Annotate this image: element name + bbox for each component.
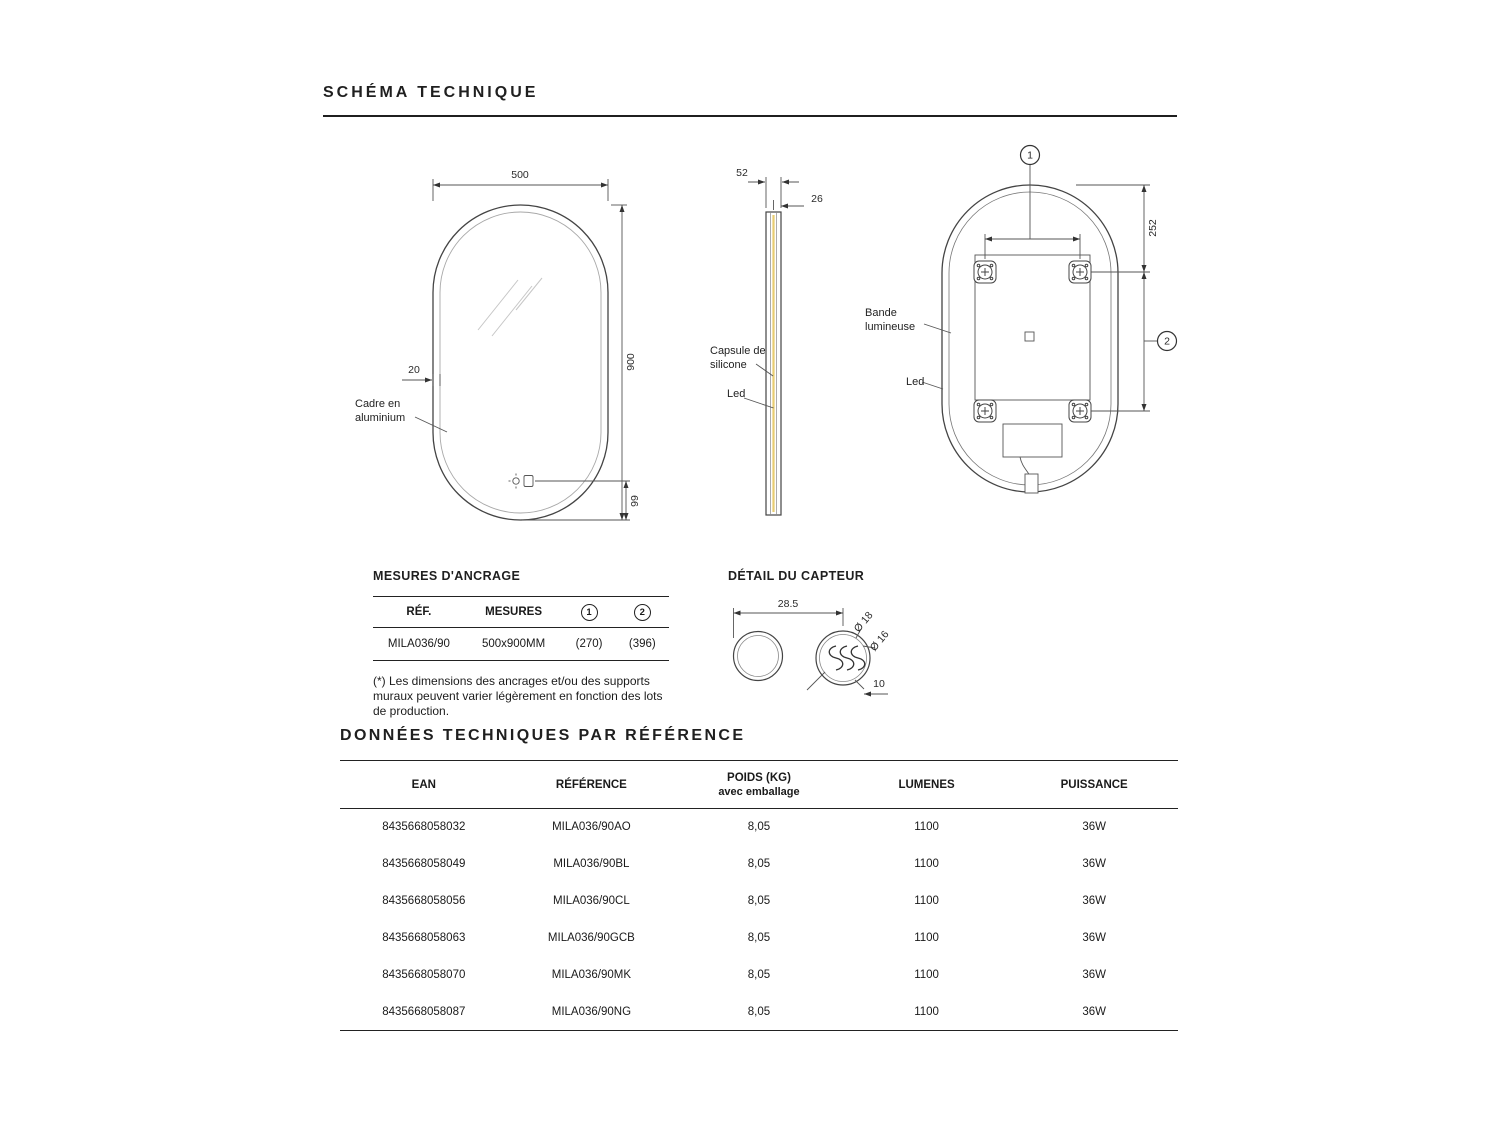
cell-lumens: 1100 [914,858,939,870]
side-frame-depth-dimension: 26 [811,193,823,205]
sensor-detail-drawing [715,588,925,728]
cable-connector [1025,474,1038,493]
back-top-offset-dimension: 252 [1147,219,1159,237]
page-title: SCHÉMA TECHNIQUE [323,84,539,101]
anchor-bracket-bottom-right [1069,400,1091,422]
table-row [340,920,1178,957]
column-weight: POIDS (KG) avec emballage [675,761,843,809]
sensor-thickness-dimension: 10 [873,678,885,690]
table-row [340,994,1178,1031]
cell-ean: 8435668058032 [382,821,466,834]
callout-2-badge: 2 [634,604,651,621]
cell-ref: MILA036/90 [387,638,450,650]
anchoring-title: MESURES D'ANCRAGE [373,569,521,583]
light-band-label: Bande lumineuse [865,307,916,333]
frame-label-leader [415,417,447,432]
cell-power: 36W [1082,969,1107,981]
table-row [340,957,1178,994]
sensor-spacing-dimension: 28.5 [777,598,799,610]
column-measures: MESURES [485,606,543,618]
mirror-inner-edge [440,212,601,513]
side-led-label: Led [727,388,746,400]
column-lumens: LUMENES [843,761,1011,809]
anchoring-footnote: (*) Les dimensions des ancrages et/ou des supports muraux peuvent varier légèrement en fonction des lots de production. [373,674,663,718]
cell-power: 36W [1082,858,1107,870]
cell-anchor-2: (396) [628,638,656,650]
width-dimension-lines [433,179,608,201]
led-label-leader [744,398,774,408]
frame-label: Cadre en aluminium [355,398,406,424]
front-height-dimension: 900 [625,353,637,371]
technical-data-title: DONNÉES TECHNIQUES PAR RÉFÉRENCE [340,727,746,744]
technical-data-table [340,760,1178,1031]
mirror-outline [433,205,608,520]
cell-power: 36W [1082,932,1107,944]
cell-weight: 8,05 [747,932,771,944]
callout-2-number: 2 [1164,335,1170,348]
sensor-wave-icon [829,646,865,670]
cell-weight: 8,05 [747,858,771,870]
cell-lumens: 1100 [914,969,939,981]
cell-ean: 8435668058063 [382,932,466,944]
cell-reference: MILA036/90AO [552,821,631,834]
anchor-bracket-top-left [974,261,996,283]
callout-1-number: 1 [1027,149,1033,162]
cell-reference: MILA036/90MK [551,969,632,981]
front-width-dimension: 500 [511,169,529,181]
cell-power: 36W [1082,821,1107,834]
front-view-drawing [330,140,670,550]
cell-ean: 8435668058056 [382,895,466,907]
cell-measures: 500x900MM [481,638,546,650]
cell-reference: MILA036/90NG [551,1005,632,1018]
cell-power: 36W [1082,1005,1107,1018]
column-ref: RÉF. [406,606,432,618]
anchor-spacing-v-lines [1091,272,1158,411]
anchor-bracket-bottom-left [974,400,996,422]
header-divider [323,115,1177,117]
table-row [340,809,1178,846]
callout-1-badge: 1 [581,604,598,621]
cell-weight: 8,05 [747,969,771,981]
outer-diameter-dimension: Ø 18 [851,609,876,635]
cell-weight: 8,05 [747,821,771,834]
capsule-label: Capsule de silicone [710,345,766,371]
inner-diameter-dimension: Ø 16 [867,628,892,654]
side-depth-dimension: 52 [736,167,748,179]
cell-anchor-1: (270) [575,638,603,650]
column-reference: RÉFÉRENCE [508,761,676,809]
sensor-detail-title: DÉTAIL DU CAPTEUR [728,569,865,583]
back-led-leader [922,382,943,389]
cell-ean: 8435668058070 [382,969,466,981]
cell-ean: 8435668058087 [382,1005,466,1018]
cell-lumens: 1100 [914,821,939,834]
frame-depth-dimension-lines [774,200,805,210]
cell-lumens: 1100 [914,932,939,944]
cell-ean: 8435668058049 [382,858,466,870]
cell-reference: MILA036/90BL [553,858,630,870]
back-led-label: Led [906,376,925,388]
front-frame-dimension: 20 [408,364,420,376]
column-ean: EAN [340,761,508,809]
cell-weight: 8,05 [747,1005,771,1018]
sensor-hole-outer [734,632,783,681]
sensor-hole-inner [738,636,779,677]
table-row [340,846,1178,883]
cell-weight: 8,05 [747,895,771,907]
anchoring-table [373,596,669,661]
sensor-face-outer [816,631,870,685]
back-view-drawing [860,130,1190,540]
front-sensor-offset-dimension: 99 [629,495,641,507]
cell-reference: MILA036/90CL [553,895,630,907]
side-view-drawing [700,140,885,540]
anchoring-table-header [373,597,669,628]
table-row [340,883,1178,920]
cell-lumens: 1100 [914,895,939,907]
glass-reflection-lines [478,278,542,336]
technical-data-section [340,727,1178,1031]
cell-power: 36W [1082,895,1107,907]
anchor-bracket-top-right [1069,261,1091,283]
cell-reference: MILA036/90GCB [547,932,635,944]
anchoring-section [373,569,669,719]
anchoring-table-row [373,628,669,661]
cell-lumens: 1100 [914,1005,939,1018]
driver-box [1003,424,1062,457]
column-power: PUISSANCE [1010,761,1178,809]
table-header-row [340,761,1178,809]
sensor-icon [509,474,534,489]
